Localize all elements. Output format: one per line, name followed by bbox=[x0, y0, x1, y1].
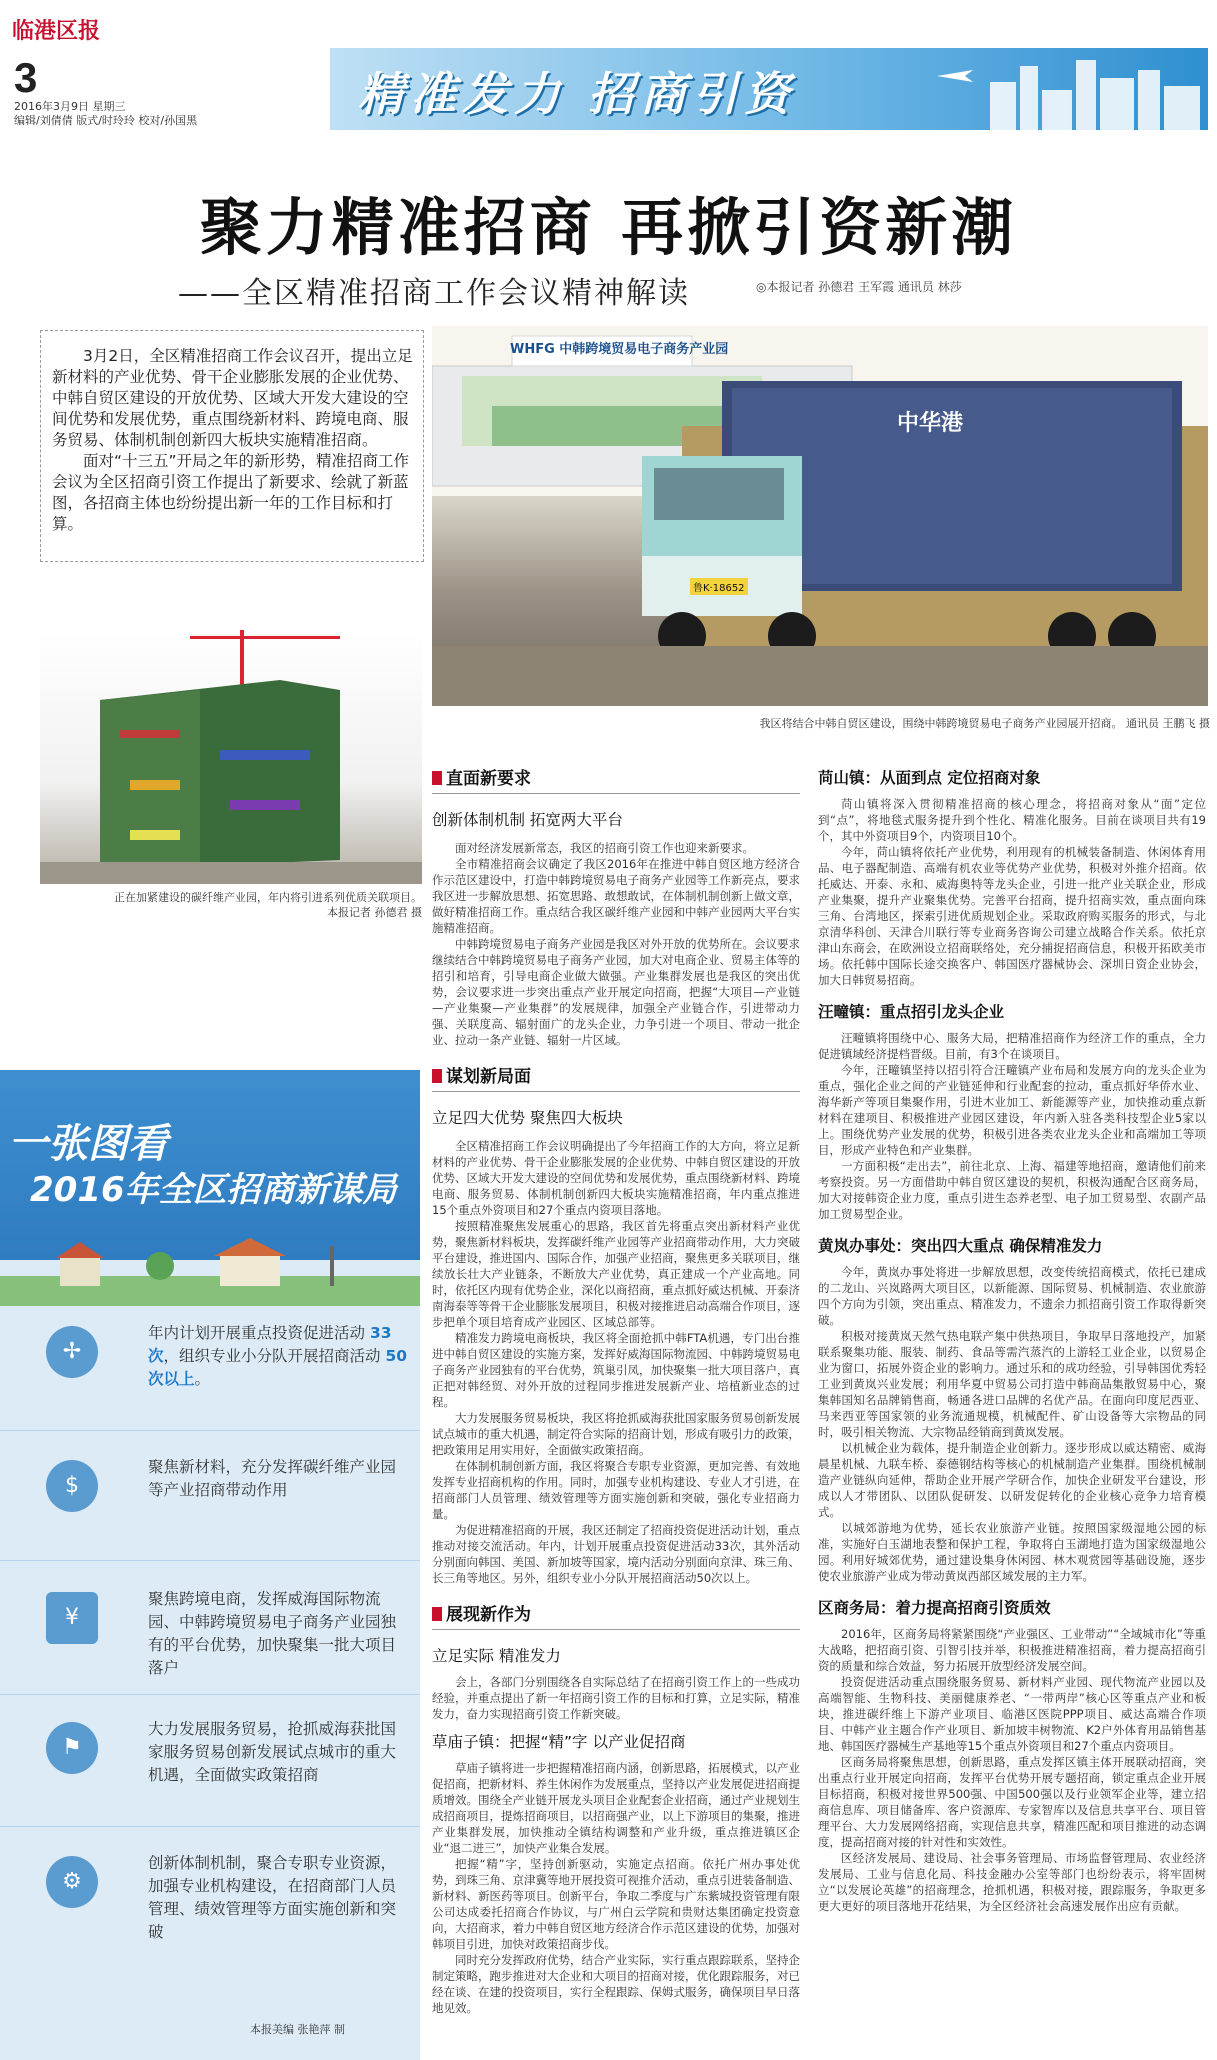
building-caption-line2: 本报记者 孙德君 摄 bbox=[327, 906, 422, 919]
building-caption-line1: 正在加紧建设的碳纤维产业园，年内将引进系列优质关联项目。 bbox=[114, 891, 422, 904]
divider bbox=[0, 1560, 420, 1561]
infographic-title-1: 一张图看 bbox=[8, 1121, 168, 1167]
main-photo-caption: 我区将结合中韩自贸区建设，围绕中韩跨境贸易电子商务产业园展开招商。 通讯员 王鹏飞 摄 bbox=[759, 717, 1210, 730]
paragraph: 全市精准招商会议确定了我区2016年在推进中韩自贸区地方经济合作示范区建设中，打造中韩跨境贸易电子商务产业园等工作新亮点，要求我区进一步解放思想、拓宽思路、敢想敢试，在体制机制创新上做文章，做好精准招商工作。重点结合我区碳纤维产业园和中韩产业园两大平台实施精准招商。 bbox=[432, 857, 800, 935]
paragraph: 今年，黄岚办事处将进一步解放思想，改变传统招商模式，依托已建成的二龙山、兴岚路两大项目区，以新能源、国际贸易、机械制造、农业旅游四个方向为引领，突出重点、精准发力，不遗余力抓招商引资工作取得新突破。 bbox=[818, 1265, 1206, 1327]
building-photo bbox=[40, 630, 422, 884]
infographic-credit: 本报美编 张艳萍 制 bbox=[250, 2023, 345, 2036]
section-subtitle-2: 立足四大优势 聚焦四大板块 bbox=[432, 1109, 623, 1127]
editors-line: 编辑/刘倩倩 版式/时玲玲 校对/孙国黑 bbox=[14, 114, 198, 127]
truck-scene-image bbox=[432, 326, 1208, 706]
section-head-town-3: 黄岚办事处：突出四大重点 确保精准发力 bbox=[818, 1237, 1103, 1255]
paragraph: 苘山镇将深入贯彻精准招商的核心理念，将招商对象从“面”定位到“点”，将地毯式服务提升到个性化、精准化服务。目前在谈项目共有19个，其中外资项目9个，内资项目10个。 bbox=[818, 797, 1206, 843]
coin-icon: $ bbox=[46, 1460, 98, 1512]
paragraph: 投资促进活动重点围绕服务贸易、新材料产业园、现代物流产业园以及高端智能、生物科技、美丽健康养老、“一带两岸”核心区等重点产业和板块，推进碳纤维上下游产业项目、临港区医院PPP项目、威达高端合作项目、中韩产业主题合作产业项目、新加坡丰树物流、K2户外体育用品销售基地、韩国医疗器械生产基地等15个重点外资项目和27个重点内资项目。 bbox=[818, 1675, 1206, 1753]
paragraph: 按照精准聚焦发展重心的思路，我区首先将重点突出新材料产业优势，聚焦新材料板块，发挥碳纤维产业园等产业招商带动作用，大力突破平台建设，推进国内、国际合作，加强产业招商，聚焦更多关联项目，继续放长壮大产业链条，不断放大产业优势，真正建成一个产业高地。同时，依托区内现有优势企业，深化以商招商，重点抓好威达机械、开泰济南海泰等等骨干企业膨胀发展项目，积极对接推进启动高端合作项目，逐步把单个项目培育成产业园区、区域总部等。 bbox=[432, 1219, 800, 1329]
cash-icon: ¥ bbox=[46, 1592, 98, 1644]
activity-count: 33 次 bbox=[148, 1324, 392, 1365]
paragraph: 今年，苘山镇将依托产业优势，利用现有的机械装备制造、休闲体育用品、电子器配制造、高端有机农业等优势产业优势，积极对外推介招商。依托威达、开泰、永和、威海奥特等龙头企业，引进一批产业关联企业，形成产业集聚，提升产业聚集优势。完善平台招商，提升招商实效，重点面向珠三角、台湾地区，探索引进优质规划企业。采取政府购买服务的形式，与北京清华科创、天津合川联行等专业商务咨询公司建立战略合作关系。依托京津山东商会，在欧洲设立招商联络处，充分捕捉招商信息，积极开拓欧美市场。依托韩中国际长途交换客户、韩国医疗器械协会、深圳日资企业协会，加大日韩贸易招商。 bbox=[818, 845, 1206, 987]
town-skyline-image bbox=[0, 1236, 420, 1306]
paragraph: 2016年，区商务局将紧紧围绕“产业强区、工业带动”“全域城市化”等重大战略，把招商引资、引智引技并举，积极推进精准招商，着力提高招商引资的质量和综合效益，努力拓展开放型经济发展空间。 bbox=[818, 1627, 1206, 1673]
paragraph: 把握“精”字，坚持创新驱动，实施定点招商。依托广州办事处优势，到珠三角、京津冀等地开展投资可视推介活动，重点引进装备制造、新材料、新医药等项目。创新平台，争取二季度与广东紫城投资管理有限公司达成委托招商合作协议，与广州白云学院和贵财达集团确定投资意向，大招商求，着力中韩自贸区地方经济合作示范区建设的优势，加强对韩项目引进，加快对政策招商步伐。 bbox=[432, 1857, 800, 1951]
section-subtitle-1: 创新体制机制 拓宽两大平台 bbox=[432, 811, 623, 829]
paragraph: 在体制机制创新方面，我区将聚合专职专业资源，更加完善、有效地发挥专业招商机构的作用。同时，加强专业机构建设、专业人才引进，在招商部门人员管理、绩效管理等方面实施创新和突破，强化专业招商力量。 bbox=[432, 1459, 800, 1521]
paragraph: 汪疃镇将围绕中心、服务大局，把精准招商作为经济工作的重点，全力促进镇域经济提档晋级。目前，有3个在谈项目。 bbox=[818, 1031, 1206, 1061]
date-line: 2016年3月9日 星期三 bbox=[14, 100, 126, 113]
divider bbox=[0, 1826, 420, 1827]
section-head-1: 直面新要求 bbox=[432, 764, 800, 789]
paragraph: 同时充分发挥政府优势，结合产业实际，实行重点跟踪联系，坚持企制定策略，跑步推进对大企业和大项目的招商对接，优化跟踪服务，对已经在谈、在建的投资项目，实行全程跟踪、保姆式服务，确保项目早日落地见效。 bbox=[432, 1953, 800, 2015]
paragraph: 面对经济发展新常态，我区的招商引资工作也迎来新要求。 bbox=[455, 841, 754, 855]
building-caption bbox=[40, 890, 422, 920]
paragraph: 大力发展服务贸易板块，我区将抢抓威海获批国家服务贸易创新发展试点城市的重大机遇，制定符合实际的招商计划，形成有吸引力的政策，把政策用足用实用好，全面做实政策招商。 bbox=[432, 1411, 800, 1457]
paper-name: 临港区报 bbox=[12, 18, 101, 44]
paragraph: 全区精准招商工作会议明确提出了今年招商工作的大方向，将立足新材料的产业优势、骨干企业膨胀发展的企业优势、中韩自贸区建设的开放优势、区域大开发大建设的空间优势和发展优势，重点围绕新材料、跨境电商、服务贸易、体制机制创新四大板块实施精准招商，年内重点推进15个重点外资项目和27个重点内资项目落地。 bbox=[432, 1139, 800, 1217]
park-sign: WHFG 中韩跨境贸易电子商务产业园 bbox=[510, 342, 729, 357]
headline: 聚力精准招商 再掀引资新潮 bbox=[199, 191, 1018, 264]
gear-icon: ⚙ bbox=[46, 1856, 98, 1908]
section-subtitle-4: 草庙子镇：把握“精”字 以产业促招商 bbox=[432, 1733, 686, 1751]
airplane-icon bbox=[935, 62, 975, 86]
banner-title: 精准发力 招商引资 bbox=[358, 67, 797, 121]
paragraph: 草庙子镇将进一步把握精准招商内涵，创新思路，拓展模式，以产业促招商，把新材料、养生休闲作为发展重点，坚持以产业发展促进招商提质增效。围绕全产业链开展龙头项目企业配套企业招商，通过产业规划生成招商项目，提炼招商项目，以招商强产业，以上下游项目的集聚，推进产业集群发展，加快推动全镇结构调整和产业升级，重点推进镇区企业“退二进三”，加快产业集合发展。 bbox=[432, 1761, 800, 1855]
paragraph: 今年，汪疃镇坚持以招引符合汪疃镇产业布局和发展方向的龙头企业为重点，强化企业之间的产业链延伸和行业配套的拉动，重点抓好华侨水业、海华新产等项目集聚作用，引进木业加工、新能源等产业，加快推动重点新材料在建项目、积极推进产业园区建设，年内新入驻各类科技型企业5家以上。围绕优势产业发展的优势，积极引进各类农业龙头企业和高端加工等项目，形成产业特色和产业集群。 bbox=[818, 1063, 1206, 1157]
fan-icon: ✢ bbox=[46, 1326, 98, 1378]
infographic-title-2: 2016年全区招商新谋局 bbox=[30, 1170, 397, 1210]
paragraph: 以城郊游地为优势，延长农业旅游产业链。按照国家级湿地公园的标准，实施好白玉湖地表整和保护工程，争取将白玉湖地打造为国家级湿地公园。利用好城郊优势，通过建设集身休闲园、林木观赏园等基础设施，逐步使农业旅游产业成为带动黄岚西部区域发展的主力军。 bbox=[818, 1521, 1206, 1583]
flag-icon: ⚑ bbox=[46, 1722, 98, 1774]
byline: ◎本报记者 孙德君 王军霞 通讯员 林莎 bbox=[756, 280, 962, 294]
lead-paragraph-2: 面对“十三五”开局之年的新形势，精准招商工作会议为全区招商引资工作提出了新要求、绘就了新蓝图，各招商主体也纷纷提出新一年的工作目标和打算。 bbox=[52, 452, 410, 533]
section-head-town-1: 苘山镇：从面到点 定位招商对象 bbox=[818, 769, 1041, 787]
divider bbox=[432, 793, 800, 794]
divider bbox=[432, 1091, 800, 1092]
paragraph: 区经济发展局、建设局、社会事务管理局、市场监督管理局、农业经济发展局、工业与信息化局、科技金融办公室等部门也纷纷表示，将牢固树立“以发展论英雄”的招商理念，抢抓机遇，积极对接，跟踪服务，争取更多更大更好的项目落地开花结果，为全区经济社会高速发展作出应有贡献。 bbox=[818, 1851, 1206, 1913]
page-number: 3 bbox=[14, 54, 38, 101]
paragraph: 中韩跨境贸易电子商务产业园是我区对外开放的优势所在。会议要求继续结合中韩跨境贸易电子商务产业园，加大对电商企业、贸易主体等的招引和培育，引导电商企业做大做强。产业集群发展也是我区的突出优势，会议要求进一步突出重点产业开展定向招商，把握“大项目—产业链—产业集聚—产业集群”的发展规律，加强全产业链合作，引进带动力强、关联度高、辐射面广的龙头企业，力争引进一个项目、带动一批企业、拉动一条产业链、辐射一片区域。 bbox=[432, 937, 800, 1047]
divider bbox=[0, 1694, 420, 1695]
right-column bbox=[818, 766, 1206, 1914]
issue-meta bbox=[14, 100, 197, 128]
team-activity-count: 50 次以上 bbox=[148, 1347, 408, 1388]
paragraph: 以机械企业为载体，提升制造企业创新力。逐步形成以威达精密、威海晨星机械、九联车桥、泰德钢结构等核心的机械制造产业集群。围绕机械制造产业链纵向延伸，帮助企业开展产学研合作，加快企业研发平台建设，形成以人才带团队、以团队促研发、以研发促转化的企业核心竞争力培育模式。 bbox=[818, 1441, 1206, 1519]
section-head-2: 谋划新局面 bbox=[432, 1062, 800, 1087]
main-photo bbox=[432, 326, 1208, 706]
license-plate: 鲁K·18652 bbox=[690, 578, 748, 595]
section-head-town-2: 汪疃镇：重点招引龙头企业 bbox=[818, 1003, 1005, 1021]
lead-paragraph-1: 3月2日，全区精准招商工作会议召开，提出立足新材料的产业优势、骨干企业膨胀发展的企业优势、中韩自贸区建设的开放优势、区域大开发大建设的空间优势和发展优势，重点围绕新材料、跨境电商、服务贸易、体制机制创新四大板块实施精准招商。 bbox=[52, 347, 413, 449]
paragraph: 区商务局将聚焦思想，创新思路，重点发挥区镇主体开展联动招商，突出重点行业开展定向招商，发挥平台优势开展专题招商，锁定重点企业开展目标招商，积极对接世界500强、中国500强以及行业领军企业等，建立招商信息库、项目储备库、客户资源库、专家智库以及信息共享平台、项目管理平台、大力发展网络招商，实现信息共享，精准匹配和项目推进的动态调度，提高招商对接的针对性和实效性。 bbox=[818, 1755, 1206, 1849]
divider bbox=[432, 1629, 800, 1630]
paragraph: 会上，各部门分别围绕各自实际总结了在招商引资工作上的一些成功经验，并重点提出了新一年招商引资工作的目标和打算，立足实际，精准发力，奋力实现招商引资工作新突破。 bbox=[432, 1675, 800, 1721]
divider bbox=[0, 1430, 420, 1431]
section-banner bbox=[330, 48, 1208, 130]
paragraph: 精准发力跨境电商板块，我区将全面抢抓中韩FTA机遇，专门出台推进中韩自贸区建设的实施方案，发挥好威海国际物流园、中韩跨境贸易电子商务产业园独有的平台优势，筑巢引凤，加快聚集一批大项目落户，真正把对韩经贸、对外开放的过程同步推进发展新产业、培植新业态的过程。 bbox=[432, 1331, 800, 1409]
truck-text: 中华港 bbox=[897, 411, 964, 436]
section-head-3: 展现新作为 bbox=[432, 1600, 800, 1625]
lead-text bbox=[52, 346, 414, 535]
section-head-commerce: 区商务局：着力提高招商引资质效 bbox=[818, 1599, 1051, 1617]
paragraph: 积极对接黄岚天然气热电联产集中供热项目，争取早日落地投产，加紧联系聚集功能、服装、制药、食品等需汽蒸汽的上游轻工业企业，以贸易企业为窗口，拓展外资企业的影响力。通过乐和的成功经验，引导韩国优秀轻工业到黄岚兴业发展；利用华夏中贸易公司打造中韩商品集散贸易中心，聚集韩国知名品牌销售商，畅通各进口品牌的名优产品。在面向印度尼西亚、马来西亚等国家领的业务流通规模，机械配件、矿山设备等大宗物品的同时，吸引相关物流、大宗物品经销商到黄岚发展。 bbox=[818, 1329, 1206, 1439]
section-subtitle-3: 立足实际 精准发力 bbox=[432, 1647, 561, 1665]
construction-image bbox=[40, 630, 422, 884]
subhead: ——全区精准招商工作会议精神解读 bbox=[178, 276, 690, 311]
middle-column bbox=[432, 764, 800, 2016]
paragraph: 一方面积极“走出去”，前往北京、上海、福建等地招商，邀请他们前来考察投资。另一方面借助中韩自贸区建设的契机，积极沟通配合区商务局，加大对接韩资企业力度，重点引进生态养老型、电子加工贸易型、农副产品加工贸易型企业。 bbox=[818, 1159, 1206, 1221]
paragraph: 为促进精准招商的开展，我区还制定了招商投资促进活动计划，重点推动对接交流活动。年内，计划开展重点投资促进活动33次，其外活动分别面向韩国、美国、新加坡等国家，境内活动分别面向京津、珠三角、长三角等地区。另外，组织专业小分队开展招商活动50次以上。 bbox=[432, 1523, 800, 1585]
